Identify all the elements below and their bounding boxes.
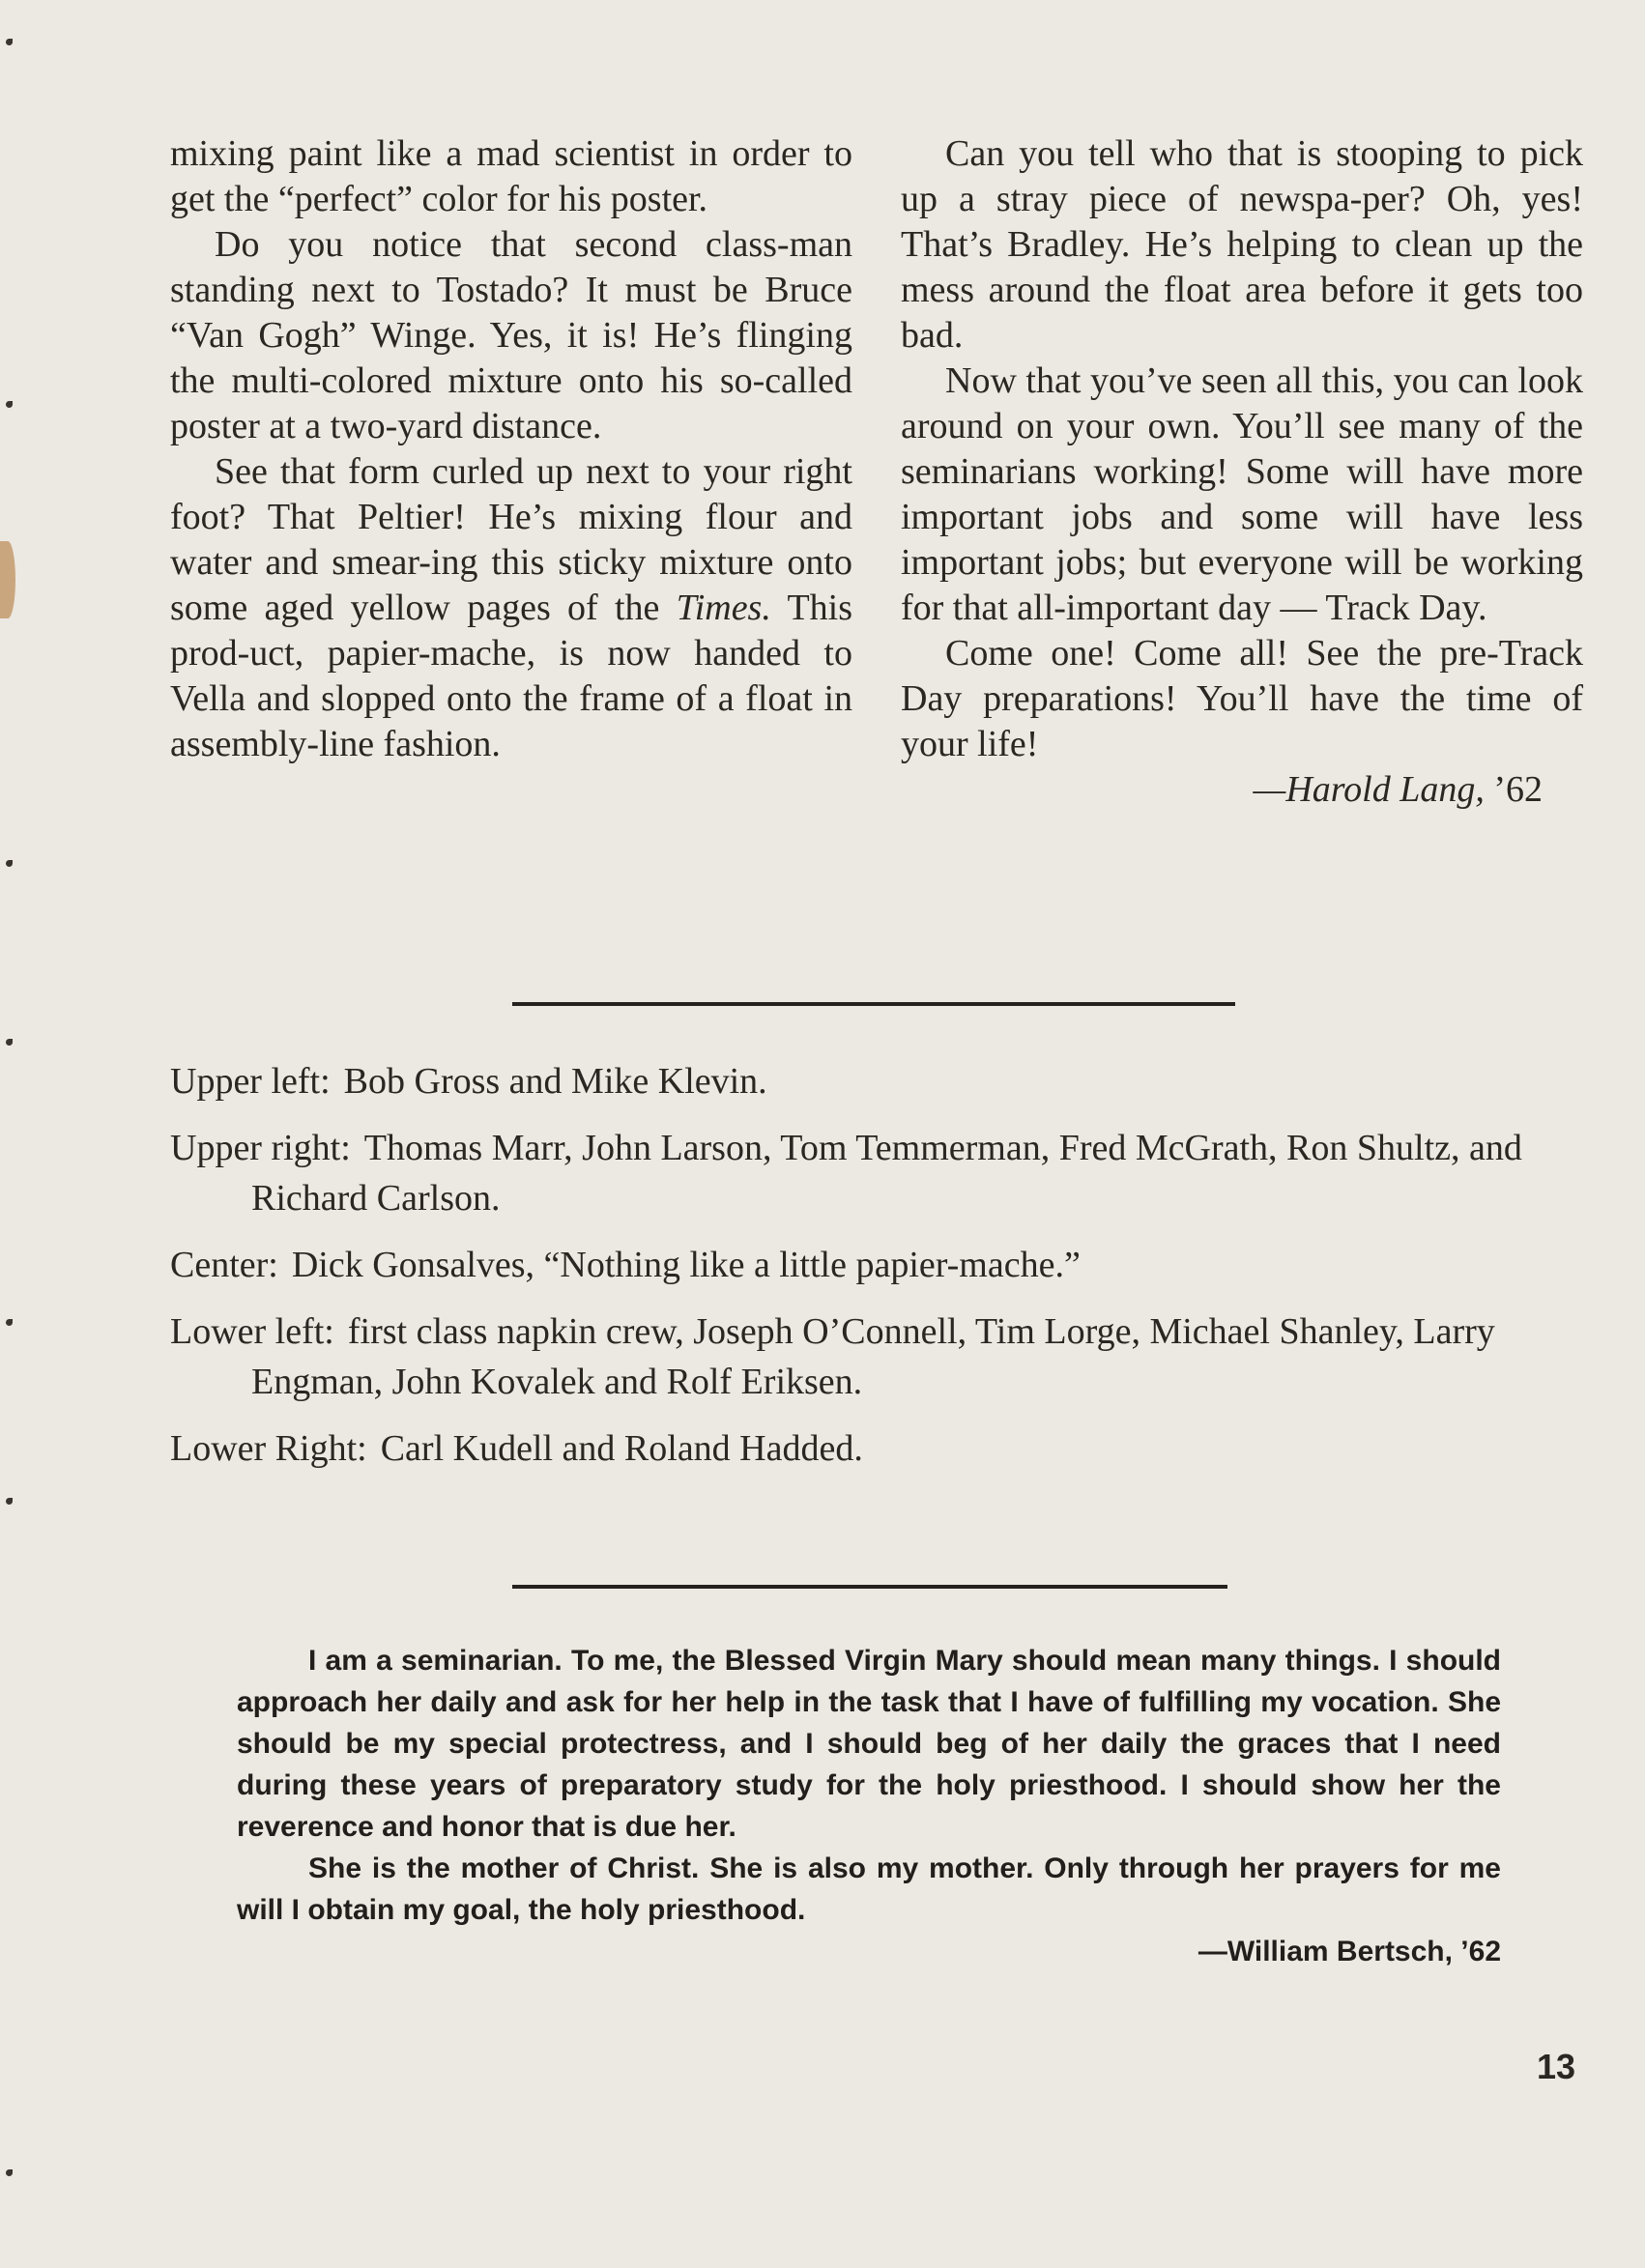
article-right-column [901, 131, 1583, 813]
article-signature [901, 767, 1583, 813]
page-edge-mark [6, 860, 13, 867]
page-edge-mark [6, 401, 13, 408]
essay-paragraph: She is the mother of Christ. She is also my mother. Only through her prayers for me will I obtain my goal, the holy priesthood. [237, 1852, 1501, 1926]
page-edge-mark [6, 1039, 13, 1046]
essay-paragraph: I am a seminarian. To me, the Blessed Virgin Mary should mean many things. I should approach her daily and ask for her help in the task that I have of fulfilling my vocation. She should be my special protectress, and I should beg of her daily the graces that I need during these years of preparatory study for the holy priesthood. I should show her the reverence and honor that is due her. [237, 1645, 1501, 1843]
section-divider [512, 1002, 1235, 1006]
article-paragraph: Can you tell who that is stooping to pick up a stray piece of newspa-per? Oh, yes! That’s Bradley. He’s helping to clean up the mess around the float area before it gets too bad. [901, 133, 1583, 356]
caption-text: Carl Kudell and Roland Hadded. [380, 1428, 863, 1469]
essay-signature: —William Bertsch, ’62 [1198, 1936, 1501, 1967]
article-paragraph: Come one! Come all! See the pre-Track Day preparations! You’ll have the time of your life! [901, 633, 1583, 764]
article-paragraph: Now that you’ve seen all this, you can look around on your own. You’ll see many of the seminarians working! Some will have more important jobs and some will have less important jobs; but everyone will be working for that all-important day — Track Day. [901, 360, 1583, 628]
page-edge-mark [6, 39, 13, 45]
caption-lower-left [170, 1306, 1581, 1407]
article-text: This prod-uct, papier-mache, is now handed to Vella and slopped onto the frame of a float in assembly-line fashion. [170, 588, 853, 764]
caption-text: Bob Gross and Mike Klevin. [343, 1061, 767, 1102]
page-edge-mark [6, 1498, 13, 1505]
article-paragraph: mixing paint like a mad scientist in order to get the “perfect” color for his poster. [170, 133, 852, 219]
essay-block [237, 1640, 1501, 1972]
caption-upper-right [170, 1123, 1581, 1223]
caption-label: Lower Right: [170, 1428, 367, 1469]
caption-upper-left [170, 1056, 1581, 1106]
page-number: 13 [1536, 2047, 1575, 2086]
caption-text: first class napkin crew, Joseph O’Connell, Tim Lorge, Michael Shanley, Larry Engman, John Kovalek and Rolf Eriksen. [251, 1311, 1495, 1402]
page-edge-mark [6, 1319, 13, 1326]
photo-captions [170, 1056, 1581, 1490]
article-paragraph [170, 449, 852, 767]
article-paragraph: Do you notice that second class-man standing next to Tostado? It must be Bruce “Van Gogh” Winge. Yes, it is! He’s flinging the multi-colored mixture onto his so-called poster at a two-yard distance. [170, 224, 852, 446]
caption-text: Thomas Marr, John Larson, Tom Temmerman, Fred McGrath, Ron Shultz, and Richard Carlson. [251, 1128, 1522, 1219]
caption-label: Upper left: [170, 1061, 331, 1102]
caption-text: Dick Gonsalves, “Nothing like a little papier-mache.” [291, 1245, 1081, 1285]
paper-stain [0, 541, 15, 618]
caption-center [170, 1240, 1581, 1290]
author-name: —Harold Lang, [1253, 769, 1485, 810]
article-text: See that form curled up next to your right foot? That Peltier! He’s mixing flour and water and smear-ing this sticky mixture onto some aged yellow pages of the [170, 451, 852, 628]
author-class-year: ’62 [1484, 769, 1543, 810]
section-divider [512, 1585, 1227, 1589]
article-left-column [170, 131, 852, 767]
page-edge-mark [6, 2169, 13, 2176]
newspaper-title: Times. [676, 588, 771, 628]
caption-label: Lower left: [170, 1311, 334, 1352]
caption-label: Center: [170, 1245, 278, 1285]
caption-lower-right [170, 1423, 1581, 1474]
caption-label: Upper right: [170, 1128, 351, 1168]
